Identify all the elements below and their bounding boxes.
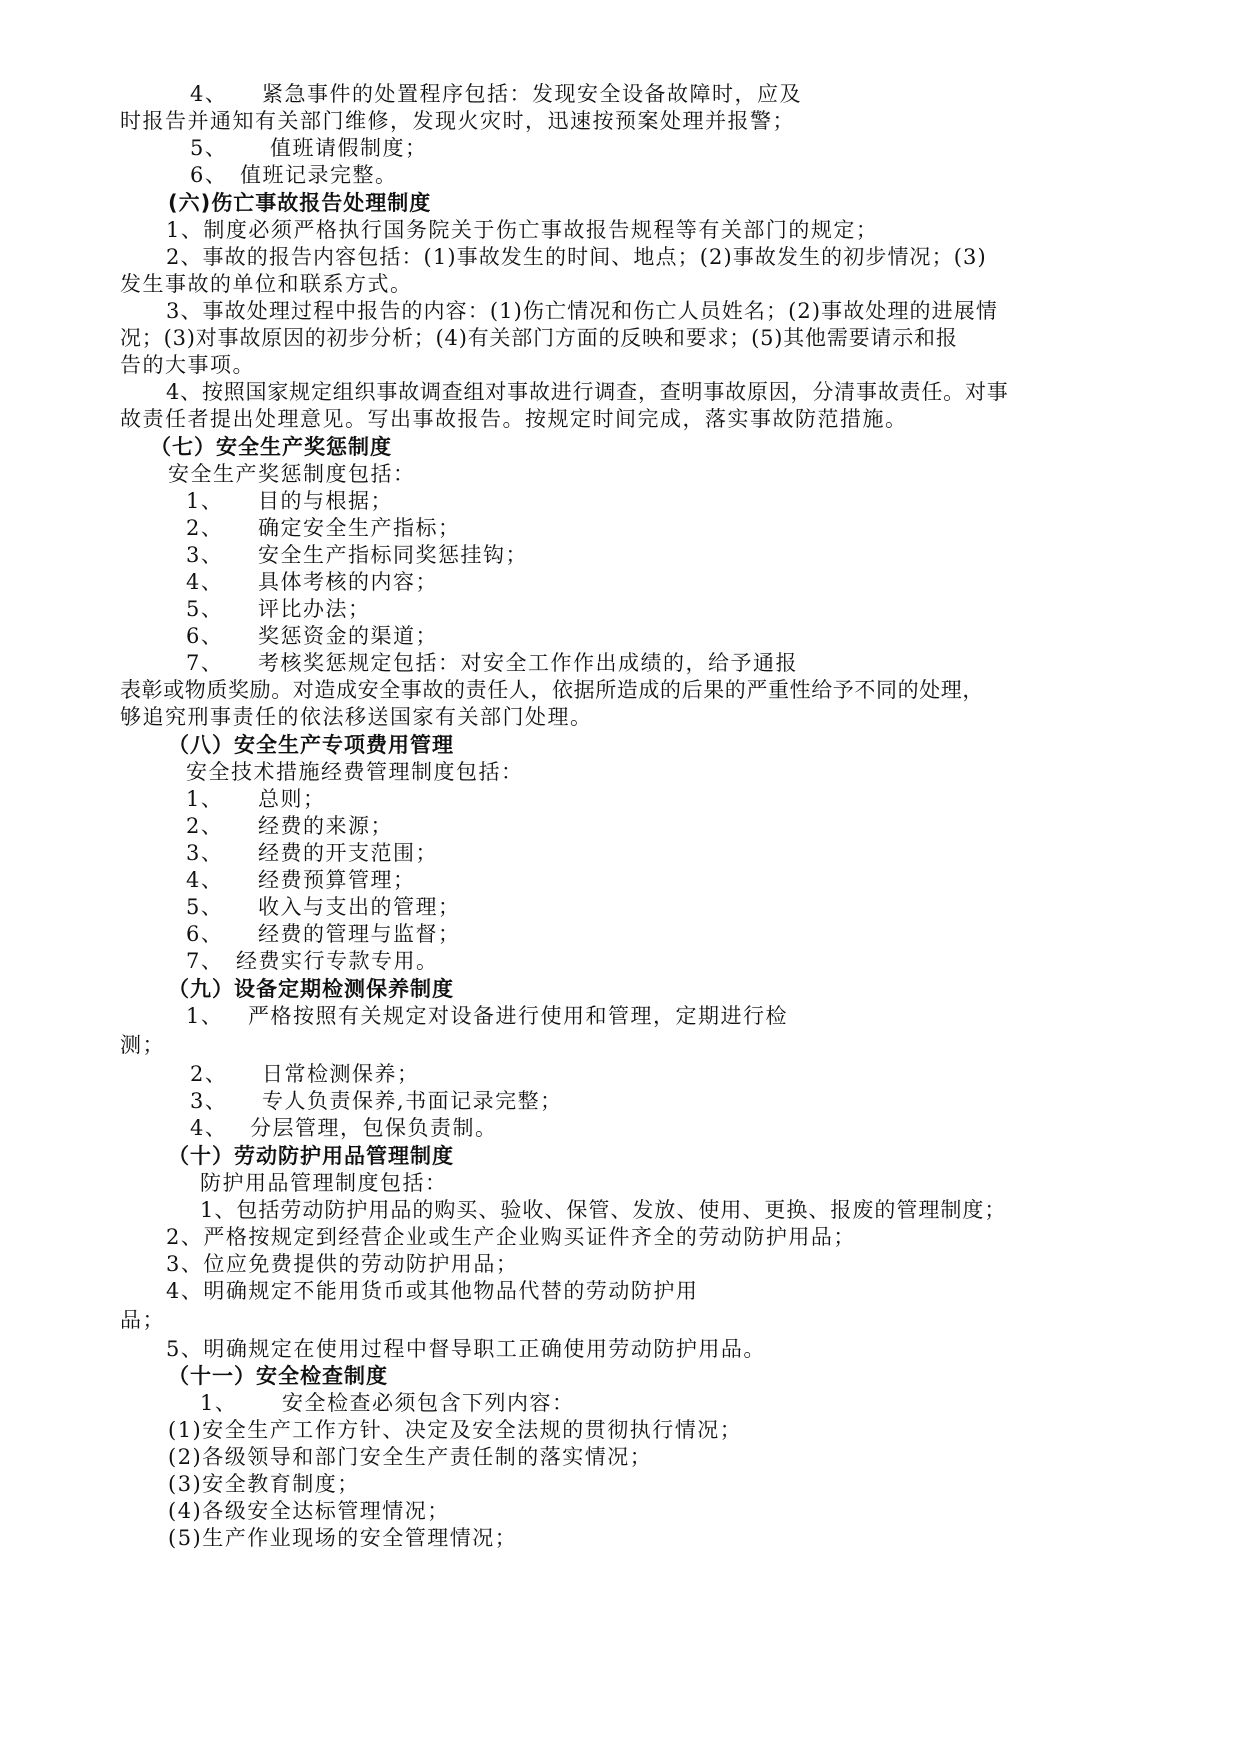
list-number: 2、 bbox=[186, 814, 224, 838]
paragraph-line: 测； bbox=[120, 1033, 165, 1057]
list-text: 具体考核的内容； bbox=[258, 570, 438, 594]
list-number: 3、 bbox=[186, 543, 224, 567]
list-number: 5、 bbox=[190, 136, 228, 160]
list-text: 收入与支出的管理； bbox=[258, 895, 461, 919]
paragraph-line: (3)安全教育制度； bbox=[168, 1472, 360, 1496]
paragraph-line: (4)各级安全达标管理情况； bbox=[168, 1499, 450, 1523]
paragraph-line: 故责任者提出处理意见。写出事故报告。按规定时间完成，落实事故防范措施。 bbox=[120, 407, 908, 431]
list-item bbox=[186, 839, 438, 868]
list-text: 值班请假制度； bbox=[270, 136, 428, 160]
paragraph-line: 品； bbox=[120, 1308, 165, 1332]
list-item bbox=[186, 866, 416, 895]
paragraph-line: (2)各级领导和部门安全生产责任制的落实情况； bbox=[168, 1445, 653, 1469]
section-heading-7: （七）安全生产奖惩制度 bbox=[150, 435, 392, 459]
list-number: 4、 bbox=[186, 868, 224, 892]
paragraph-line: 防护用品管理制度包括： bbox=[200, 1171, 448, 1195]
paragraph-line: (5)生产作业现场的安全管理情况； bbox=[168, 1526, 518, 1550]
paragraph-line: 4、按照国家规定组织事故调查组对事故进行调查，查明事故原因，分清事故责任。对事 bbox=[166, 380, 1009, 404]
list-item bbox=[186, 947, 439, 976]
list-text: 安全检查必须包含下列内容： bbox=[282, 1391, 575, 1415]
list-item bbox=[186, 649, 798, 678]
list-item bbox=[200, 1389, 575, 1418]
list-text: 目的与根据； bbox=[258, 489, 393, 513]
paragraph-line: 3、事故处理过程中报告的内容：(1)伤亡情况和伤亡人员姓名；(2)事故处理的进展情 bbox=[166, 299, 998, 323]
list-item bbox=[186, 1002, 788, 1031]
list-number: 1、 bbox=[200, 1391, 238, 1415]
list-text: 奖惩资金的渠道； bbox=[258, 624, 438, 648]
list-text: 专人负责保养,书面记录完整； bbox=[262, 1089, 563, 1113]
list-text: 经费实行专款专用。 bbox=[236, 949, 439, 973]
list-text: 经费预算管理； bbox=[258, 868, 416, 892]
list-item bbox=[190, 1087, 563, 1116]
list-text: 值班记录完整。 bbox=[240, 163, 398, 187]
list-item-emergency-procedure bbox=[190, 80, 802, 109]
paragraph-line: 2、严格按规定到经营企业或生产企业购买证件齐全的劳动防护用品； bbox=[166, 1225, 856, 1249]
list-text: 经费的来源； bbox=[258, 814, 393, 838]
paragraph-line: 告的大事项。 bbox=[120, 353, 255, 377]
section-heading-11: （十一）安全检查制度 bbox=[168, 1364, 388, 1388]
paragraph-line: 安全技术措施经费管理制度包括： bbox=[186, 760, 524, 784]
paragraph-line: 5、明确规定在使用过程中督导职工正确使用劳动防护用品。 bbox=[166, 1337, 766, 1361]
list-number: 2、 bbox=[190, 1062, 228, 1086]
list-text: 考核奖惩规定包括：对安全工作作出成绩的，给予通报 bbox=[258, 651, 798, 675]
paragraph-line: 安全生产奖惩制度包括： bbox=[168, 462, 416, 486]
list-item bbox=[186, 920, 461, 949]
list-number: 2、 bbox=[186, 516, 224, 540]
list-item bbox=[186, 568, 438, 597]
paragraph-line: 况；(3)对事故原因的初步分析；(4)有关部门方面的反映和要求；(5)其他需要请示和报 bbox=[120, 326, 958, 350]
list-number: 4、 bbox=[186, 570, 224, 594]
list-item bbox=[190, 1060, 420, 1089]
list-text: 经费的管理与监督； bbox=[258, 922, 461, 946]
list-number: 5、 bbox=[186, 597, 224, 621]
list-text: 经费的开支范围； bbox=[258, 841, 438, 865]
list-item bbox=[186, 541, 528, 570]
list-text: 严格按照有关规定对设备进行使用和管理，定期进行检 bbox=[248, 1004, 788, 1028]
list-number: 6、 bbox=[186, 922, 224, 946]
section-heading-10: （十）劳动防护用品管理制度 bbox=[168, 1144, 454, 1168]
paragraph-line: 够追究刑事责任的依法移送国家有关部门处理。 bbox=[120, 705, 593, 729]
list-number: 5、 bbox=[186, 895, 224, 919]
list-text: 评比办法； bbox=[258, 597, 371, 621]
list-item bbox=[186, 622, 438, 651]
list-item-duty-record bbox=[190, 161, 398, 190]
paragraph-line: 2、事故的报告内容包括：(1)事故发生的时间、地点；(2)事故发生的初步情况；(3) bbox=[166, 245, 987, 269]
list-item bbox=[186, 893, 461, 922]
paragraph-line: 3、位应免费提供的劳动防护用品； bbox=[166, 1252, 519, 1276]
paragraph-line: 1、包括劳动防护用品的购买、验收、保管、发放、使用、更换、报废的管理制度； bbox=[200, 1198, 1007, 1222]
paragraph-line: 发生事故的单位和联系方式。 bbox=[120, 272, 413, 296]
section-heading-6: (六)伤亡事故报告处理制度 bbox=[168, 191, 432, 215]
list-number: 3、 bbox=[190, 1089, 228, 1113]
list-number: 7、 bbox=[186, 949, 224, 973]
list-number: 1、 bbox=[186, 489, 224, 513]
list-text: 确定安全生产指标； bbox=[258, 516, 461, 540]
list-item bbox=[186, 487, 393, 516]
paragraph-line: 时报告并通知有关部门维修，发现火灾时，迅速按预案处理并报警； bbox=[120, 109, 795, 133]
paragraph-line: (1)安全生产工作方针、决定及安全法规的贯彻执行情况； bbox=[168, 1418, 743, 1442]
list-item bbox=[186, 514, 461, 543]
list-item bbox=[186, 812, 393, 841]
section-heading-8: （八）安全生产专项费用管理 bbox=[168, 733, 454, 757]
list-number: 6、 bbox=[190, 163, 228, 187]
list-number: 7、 bbox=[186, 651, 224, 675]
list-text: 分层管理，包保负责制。 bbox=[250, 1116, 498, 1140]
list-item-leave-system bbox=[190, 134, 428, 163]
list-item bbox=[190, 1114, 498, 1143]
list-text: 总则； bbox=[258, 787, 326, 811]
list-item bbox=[186, 785, 326, 814]
paragraph-line: 1、制度必须严格执行国务院关于伤亡事故报告规程等有关部门的规定； bbox=[166, 218, 879, 242]
paragraph-line: 4、明确规定不能用货币或其他物品代替的劳动防护用 bbox=[166, 1279, 699, 1303]
list-text: 安全生产指标同奖惩挂钩； bbox=[258, 543, 528, 567]
list-number: 6、 bbox=[186, 624, 224, 648]
list-number: 1、 bbox=[186, 787, 224, 811]
section-heading-9: （九）设备定期检测保养制度 bbox=[168, 977, 454, 1001]
list-number: 3、 bbox=[186, 841, 224, 865]
paragraph-line: 表彰或物质奖励。对造成安全事故的责任人，依据所造成的后果的严重性给予不同的处理， bbox=[120, 678, 984, 702]
list-number: 4、 bbox=[190, 82, 228, 106]
list-number: 4、 bbox=[190, 1116, 228, 1140]
list-text: 紧急事件的处置程序包括：发现安全设备故障时，应及 bbox=[262, 82, 802, 106]
list-item bbox=[186, 595, 371, 624]
list-text: 日常检测保养； bbox=[262, 1062, 420, 1086]
list-number: 1、 bbox=[186, 1004, 224, 1028]
